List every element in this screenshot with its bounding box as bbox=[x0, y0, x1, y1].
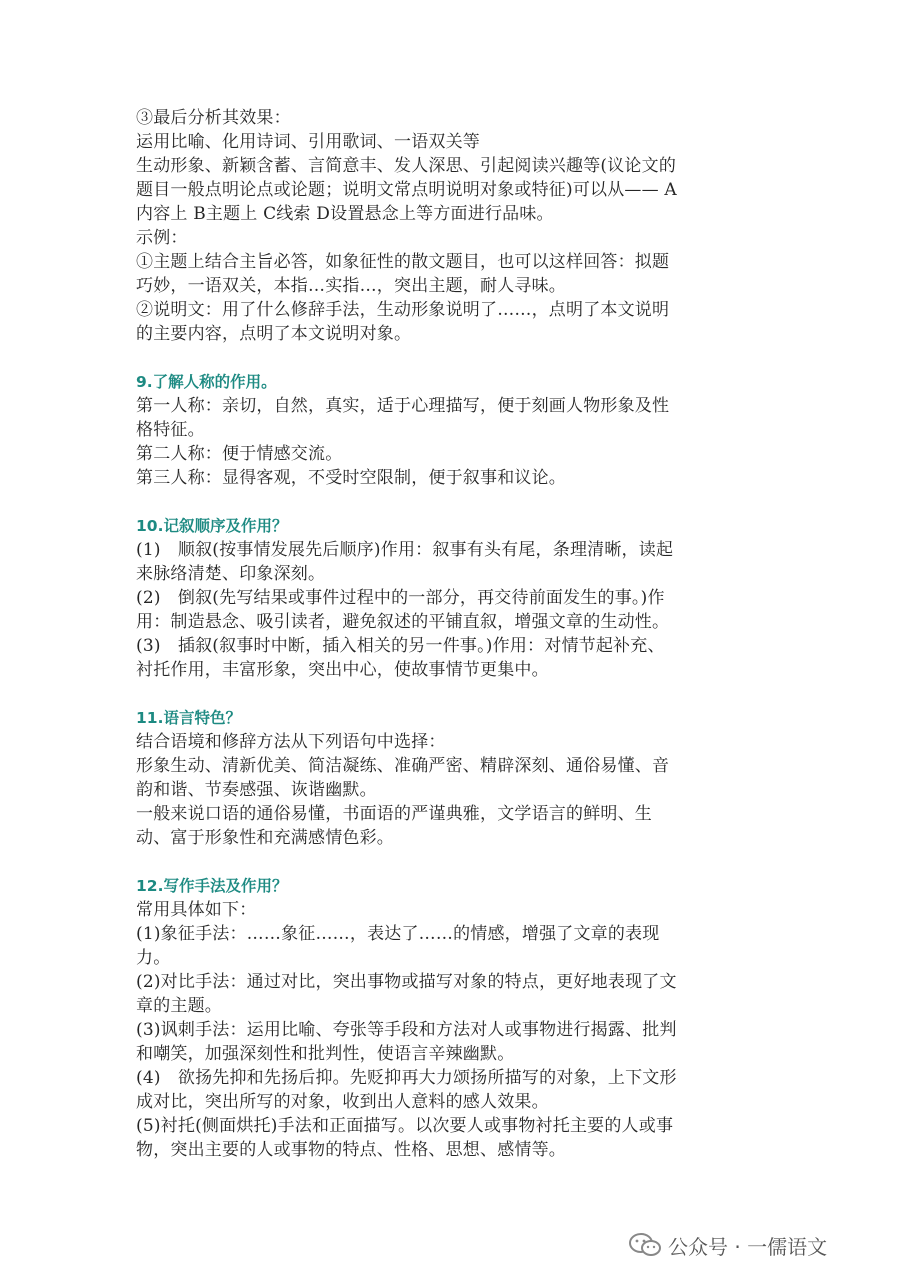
text-line: (1)象征手法：……象征……，表达了……的情感，增强了文章的表现 bbox=[136, 924, 660, 944]
text-line: (5)衬托(侧面烘托)手法和正面描写。以次要人或事物衬托主要的人或事 bbox=[136, 1116, 674, 1136]
text-line: (3) 插叙(叙事时中断，插入相关的另一件事。)作用：对情节起补充、 bbox=[136, 636, 665, 656]
watermark-text: 公众号 · 一儒语文 bbox=[668, 1234, 828, 1259]
text-line: 的主要内容，点明了本文说明对象。 bbox=[136, 324, 412, 344]
text-line: (1) 顺叙(按事情发展先后顺序)作用：叙事有头有尾，条理清晰，读起 bbox=[136, 540, 674, 560]
text-line: 常用具体如下： bbox=[136, 900, 257, 920]
text-line: (3)讽刺手法：运用比喻、夸张等手段和方法对人或事物进行揭露、批判 bbox=[136, 1020, 677, 1040]
section-narrative-order bbox=[136, 514, 768, 682]
text-line: (2) 倒叙(先写结果或事件过程中的一部分，再交待前面发生的事。)作 bbox=[136, 588, 665, 608]
text-line: 形象生动、清新优美、简洁凝练、准确严密、精辟深刻、通俗易懂、音 bbox=[136, 756, 670, 776]
text-line: 格特征。 bbox=[136, 420, 205, 440]
text-line: 第二人称：便于情感交流。 bbox=[136, 444, 343, 464]
section-spacer bbox=[136, 346, 768, 370]
section-spacer bbox=[136, 682, 768, 706]
text-line: 用：制造悬念、吸引读者，避免叙述的平铺直叙，增强文章的生动性。 bbox=[136, 612, 670, 632]
text-line: (2)对比手法：通过对比，突出事物或描写对象的特点，更好地表现了文 bbox=[136, 972, 677, 992]
text-line: 成对比，突出所写的对象，收到出人意料的感人效果。 bbox=[136, 1092, 549, 1112]
section-effect-analysis bbox=[136, 106, 768, 346]
text-line: 巧妙，一语双关，本指…实指…，突出主题，耐人寻味。 bbox=[136, 276, 566, 296]
text-line: 第三人称：显得客观，不受时空限制，便于叙事和议论。 bbox=[136, 468, 566, 488]
text-line: (4) 欲扬先抑和先扬后抑。先贬抑再大力颂扬所描写的对象，上下文形 bbox=[136, 1068, 677, 1088]
text-line: ①主题上结合主旨必答，如象征性的散文题目，也可以这样回答：拟题 bbox=[136, 252, 670, 272]
wechat-account-watermark bbox=[628, 1227, 827, 1263]
text-line: 韵和谐、节奏感强、诙谐幽默。 bbox=[136, 780, 377, 800]
text-line: 力。 bbox=[136, 948, 171, 968]
section-heading: 11.语言特色？ bbox=[136, 709, 241, 727]
text-line: 一般来说口语的通俗易懂，书面语的严谨典雅，文学语言的鲜明、生 bbox=[136, 804, 652, 824]
text-line: 和嘲笑，加强深刻性和批判性，使语言辛辣幽默。 bbox=[136, 1044, 515, 1064]
section-spacer bbox=[136, 850, 768, 874]
text-line: 示例： bbox=[136, 228, 188, 248]
section-spacer bbox=[136, 490, 768, 514]
text-line: ②说明文：用了什么修辞手法，生动形象说明了……，点明了本文说明 bbox=[136, 300, 670, 320]
wechat-icon bbox=[628, 1232, 662, 1258]
text-line: 结合语境和修辞方法从下列语句中选择： bbox=[136, 732, 446, 752]
section-person-usage bbox=[136, 370, 768, 490]
section-heading: 12.写作手法及作用？ bbox=[136, 877, 288, 895]
text-line: 运用比喻、化用诗词、引用歌词、一语双关等 bbox=[136, 132, 480, 152]
text-line: 第一人称：亲切，自然，真实，适于心理描写，便于刻画人物形象及性 bbox=[136, 396, 670, 416]
section-heading: 10.记叙顺序及作用？ bbox=[136, 517, 288, 535]
text-line: 生动形象、新颖含蓄、言简意丰、发人深思、引起阅读兴趣等(议论文的 bbox=[136, 156, 677, 176]
text-line: 章的主题。 bbox=[136, 996, 222, 1016]
text-line: 内容上 B主题上 C线索 D设置悬念上等方面进行品味。 bbox=[136, 204, 554, 224]
text-line: 衬托作用，丰富形象，突出中心，使故事情节更集中。 bbox=[136, 660, 549, 680]
text-line: ③最后分析其效果： bbox=[136, 108, 291, 128]
section-language-features bbox=[136, 706, 768, 850]
text-line: 物，突出主要的人或事物的特点、性格、思想、感情等。 bbox=[136, 1140, 566, 1160]
text-line: 来脉络清楚、印象深刻。 bbox=[136, 564, 326, 584]
text-line: 动、富于形象性和充满感情色彩。 bbox=[136, 828, 394, 848]
section-heading: 9.了解人称的作用。 bbox=[136, 373, 277, 391]
text-line: 题目一般点明论点或论题；说明文常点明说明对象或特征)可以从—— A bbox=[136, 180, 677, 200]
section-writing-techniques bbox=[136, 874, 768, 1162]
document-body bbox=[136, 106, 768, 1162]
